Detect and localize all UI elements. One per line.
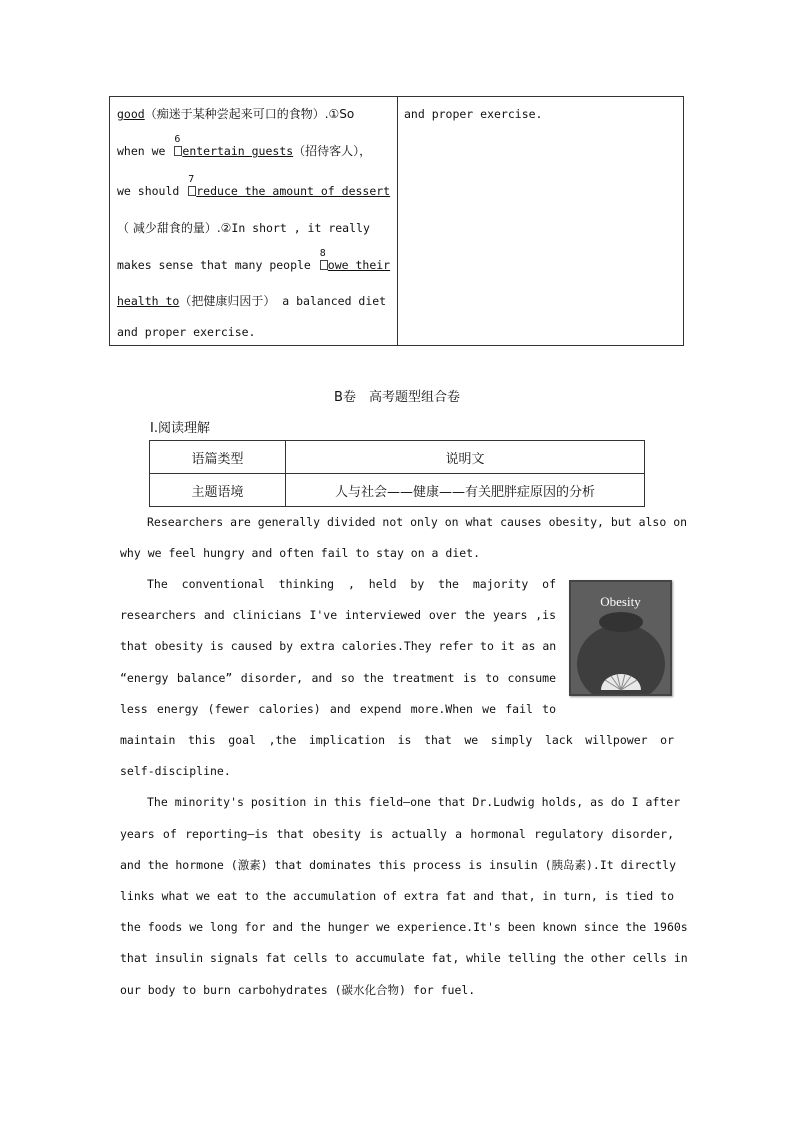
answer-text: In short , it really xyxy=(231,221,370,235)
right-cell-text: and proper exercise. xyxy=(404,107,543,121)
section-title: B卷 高考题型组合卷 xyxy=(334,390,460,405)
passage-line: years of reporting—is that obesity is actually a hormonal regulatory disorder, xyxy=(120,827,674,841)
answer-line xyxy=(117,248,391,272)
passage-line: maintain this goal ,the implication is that we simply lack willpower or xyxy=(120,733,674,747)
passage-line: less energy (fewer calories) and expend more.When we fail to xyxy=(120,702,556,716)
passage-line: the foods we long for and the hunger we experience.It's been known since the 1960s xyxy=(120,920,688,934)
info-label: 主题语境 xyxy=(150,474,286,507)
passage-line: that obesity is caused by extra calories.They refer to it as an xyxy=(120,639,557,653)
answer-text: makes sense that many people xyxy=(117,258,318,272)
answer-text: when we xyxy=(117,144,173,158)
answer-text: （把健康归因于） xyxy=(179,294,276,308)
blank-number: 8 xyxy=(319,248,326,259)
passage-line: links what we eat to the accumulation of extra fat and that, in turn, is tied to xyxy=(120,889,674,903)
passage-line: The conventional thinking , held by the majority of xyxy=(147,577,556,591)
answer-phrase: entertain guests xyxy=(182,144,294,158)
info-table xyxy=(149,440,645,507)
passage-line: and the hormone (激素) that dominates this process is insulin (胰岛素).It directly xyxy=(120,858,676,872)
person-silhouette-icon xyxy=(571,582,672,696)
answer-text: and proper exercise. xyxy=(117,325,256,339)
obesity-photo xyxy=(569,580,672,696)
answer-text: we should xyxy=(117,184,187,198)
table-row xyxy=(150,441,645,474)
answer-line xyxy=(117,174,391,198)
answer-line xyxy=(117,107,391,121)
answer-line xyxy=(117,294,391,308)
answer-text: （招待客人）， xyxy=(293,144,372,158)
answer-text: （痴迷于某种尝起来可口的食物）.①So xyxy=(144,107,355,121)
info-label: 语篇类型 xyxy=(150,441,286,474)
answer-line xyxy=(117,134,391,158)
passage-line: Researchers are generally divided not only on what causes obesity, but also on xyxy=(147,515,688,529)
table-divider xyxy=(397,97,398,345)
passage-line: researchers and clinicians I've interviewed over the years ,is xyxy=(120,608,556,622)
passage-line: The minority's position in this field—one that Dr.Ludwig holds, as do I after xyxy=(147,795,681,809)
passage-line: why we feel hungry and often fail to stay on a diet. xyxy=(120,546,481,560)
passage-line: our body to burn carbohydrates (碳水化合物) for fuel. xyxy=(120,983,476,997)
blank-number: 6 xyxy=(174,134,181,145)
blank-box-icon xyxy=(188,174,196,196)
blank-number: 7 xyxy=(188,174,195,185)
answer-text: （ 减少甜食的量）.② xyxy=(117,221,232,235)
image-caption: Obesity xyxy=(600,594,641,609)
answer-phrase: reduce the amount of dessert xyxy=(196,184,391,198)
table-row xyxy=(150,474,645,507)
answer-text: a balanced diet xyxy=(275,294,387,308)
blank-box-icon xyxy=(319,248,328,270)
passage-line: self-discipline. xyxy=(120,764,231,778)
answer-line xyxy=(117,221,391,235)
passage-line: that insulin signals fat cells to accumulate fat, while telling the other cells in xyxy=(120,951,688,965)
part-heading: Ⅰ.阅读理解 xyxy=(150,421,210,436)
info-value: 说明文 xyxy=(286,441,645,474)
passage-line: “energy balance” disorder, and so the treatment is to consume xyxy=(120,671,556,685)
answer-phrase: health to xyxy=(117,294,180,308)
answer-table xyxy=(109,96,684,346)
info-value: 人与社会——健康——有关肥胖症原因的分析 xyxy=(286,474,645,507)
answer-line xyxy=(117,325,391,339)
answer-phrase: owe their xyxy=(327,258,391,272)
blank-box-icon xyxy=(174,134,182,156)
answer-phrase: good xyxy=(117,107,145,121)
